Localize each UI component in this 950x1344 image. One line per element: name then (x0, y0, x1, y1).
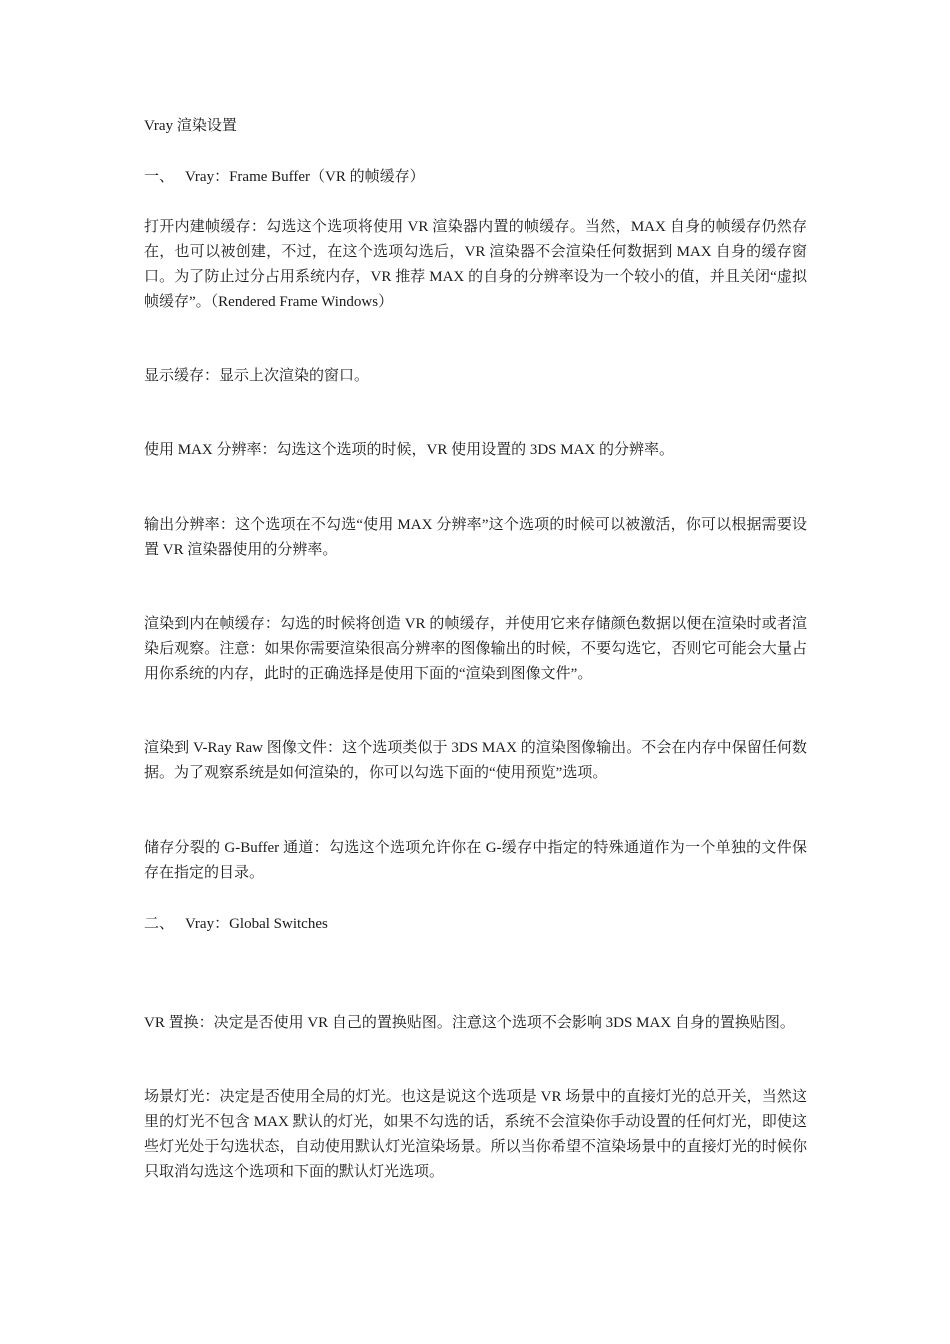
section-2-number: 二、 (144, 916, 175, 932)
paragraph-vr-displacement: VR 置换：决定是否使用 VR 自己的置换贴图。注意这个选项不会影响 3DS MAX 自身的置换贴图。 (144, 1015, 795, 1031)
paragraph-gbuffer-channels: 储存分裂的 G-Buffer 通道：勾选这个选项允许你在 G-缓存中指定的特殊通道作为一个单独的文件保存在指定的目录。 (144, 840, 807, 881)
paragraph-render-raw-file: 渲染到 V-Ray Raw 图像文件：这个选项类似于 3DS MAX 的渲染图像输出。不会在内存中保留任何数据。为了观察系统是如何渲染的，你可以勾选下面的“使用预览”选项。 (144, 740, 807, 781)
section-2-heading (144, 912, 328, 937)
section-1-number: 一、 (144, 169, 175, 185)
section-1-title: Vray：Frame Buffer（VR 的帧缓存） (185, 169, 425, 185)
paragraph-frame-buffer: 打开内建帧缓存：勾选这个选项将使用 VR 渲染器内置的帧缓存。当然，MAX 自身的帧缓存仍然存在，也可以被创建，不过，在这个选项勾选后，VR 渲染器不会渲染任何数据到 MAX 自身的缓存窗口。为了防止过分占用系统内存，VR 推荐 MAX 的自身的分辨率设为一个较小的值，并且关闭“虚拟帧缓存”。（Rendered Frame Windows） (144, 219, 807, 310)
paragraph-output-resolution: 输出分辨率：这个选项在不勾选“使用 MAX 分辨率”这个选项的时候可以被激活，你可以根据需要设置 VR 渲染器使用的分辨率。 (144, 517, 807, 558)
paragraph-max-resolution: 使用 MAX 分辨率：勾选这个选项的时候，VR 使用设置的 3DS MAX 的分辨率。 (144, 442, 675, 458)
document-title: Vray 渲染设置 (144, 118, 237, 134)
paragraph-render-memory-buffer: 渲染到内在帧缓存：勾选的时候将创造 VR 的帧缓存，并使用它来存储颜色数据以便在渲染时或者渲染后观察。注意：如果你需要渲染很高分辨率的图像输出的时候，不要勾选它，否则它可能会大量占用你系统的内存，此时的正确选择是使用下面的“渲染到图像文件”。 (144, 616, 807, 682)
paragraph-scene-lights: 场景灯光：决定是否使用全局的灯光。也这是说这个选项是 VR 场景中的直接灯光的总开关，当然这里的灯光不包含 MAX 默认的灯光，如果不勾选的话，系统不会渲染你手动设置的任何灯光，即使这些灯光处于勾选状态，自动使用默认灯光渲染场景。所以当你希望不渲染场景中的直接灯光的时候你只取消勾选这个选项和下面的默认灯光选项。 (144, 1089, 807, 1180)
paragraph-show-buffer: 显示缓存：显示上次渲染的窗口。 (144, 368, 370, 384)
section-1-heading (144, 165, 425, 190)
section-2-title: Vray：Global Switches (185, 916, 328, 932)
